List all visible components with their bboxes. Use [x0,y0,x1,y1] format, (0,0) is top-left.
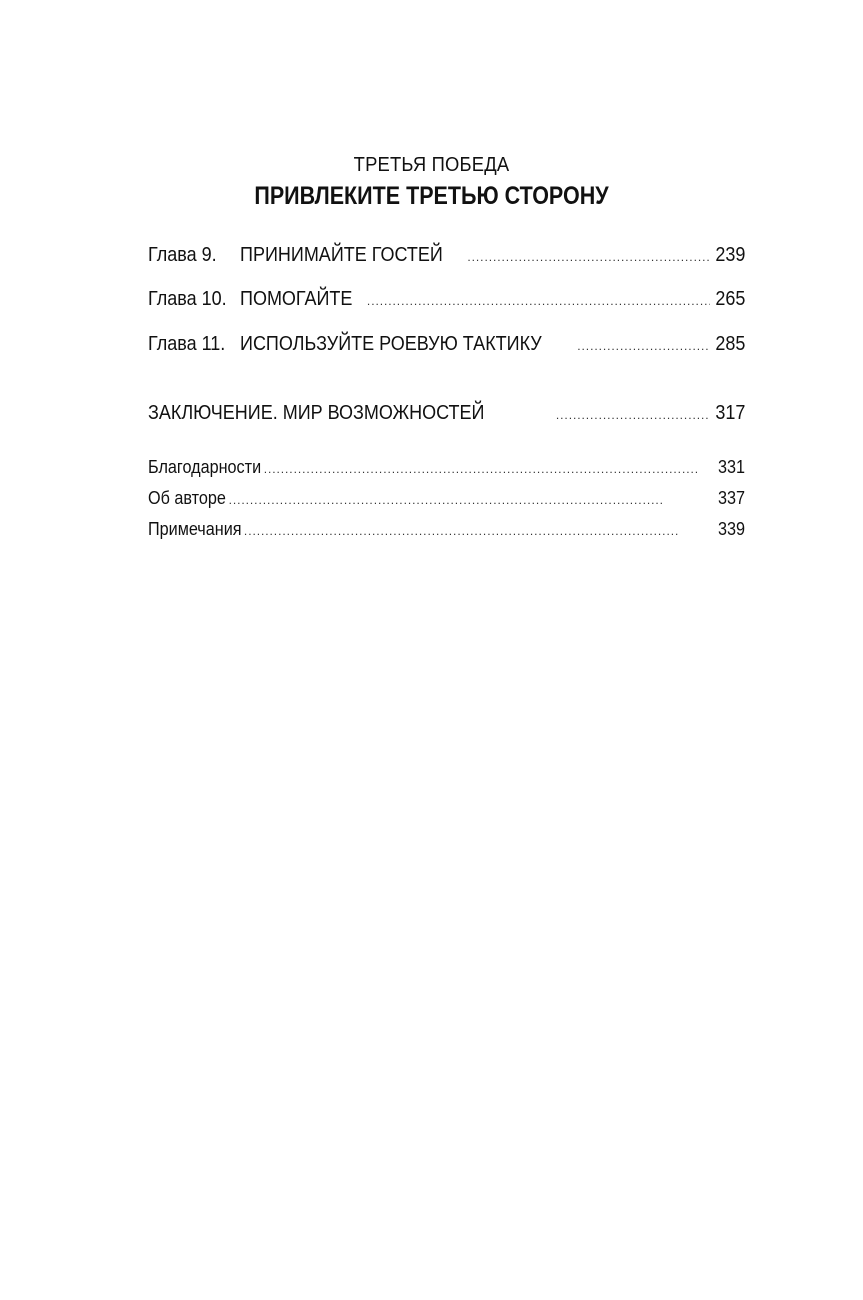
part-label: ТРЕТЬЯ ПОБЕДА [353,154,510,176]
entry-title: Благодарности [148,457,262,477]
toc-entry-chapter-9[interactable] [148,244,745,267]
toc-entry-notes[interactable] [148,519,745,540]
dot-leader [577,339,709,353]
entry-title: Примечания [148,519,242,539]
chapter-title: ПОМОГАЙТЕ [240,288,353,310]
page-number: 337 [717,488,745,508]
page-number: 339 [717,519,745,539]
dot-leader [556,408,710,422]
part-title: ПРИВЛЕКИТЕ ТРЕТЬЮ СТОРОНУ [254,182,609,210]
page-number: 331 [717,457,745,477]
page-number: 317 [714,402,745,424]
page-number: 285 [714,333,745,355]
page-number: 239 [714,244,745,266]
toc-entry-chapter-10[interactable] [148,288,745,311]
chapter-title: ПРИНИМАЙТЕ ГОСТЕЙ [240,244,443,266]
toc-entry-acknowledgements[interactable] [148,457,745,478]
entry-title: Об авторе [148,488,226,508]
toc-entry-chapter-11[interactable] [148,333,745,356]
toc-entry-conclusion[interactable] [148,402,745,425]
chapter-number: Глава 10. [148,288,227,310]
dot-leader [467,250,709,264]
dot-leader [244,524,713,538]
dot-leader [367,294,710,308]
conclusion-title: ЗАКЛЮЧЕНИЕ. МИР ВОЗМОЖНОСТЕЙ [148,402,485,424]
toc-entry-about-author[interactable] [148,488,745,509]
chapter-number: Глава 11. [148,333,226,355]
dot-leader [264,462,713,476]
chapter-number: Глава 9. [148,244,217,266]
page-number: 265 [714,288,745,310]
dot-leader [229,493,713,507]
chapter-title: ИСПОЛЬЗУЙТЕ РОЕВУЮ ТАКТИКУ [240,333,542,355]
